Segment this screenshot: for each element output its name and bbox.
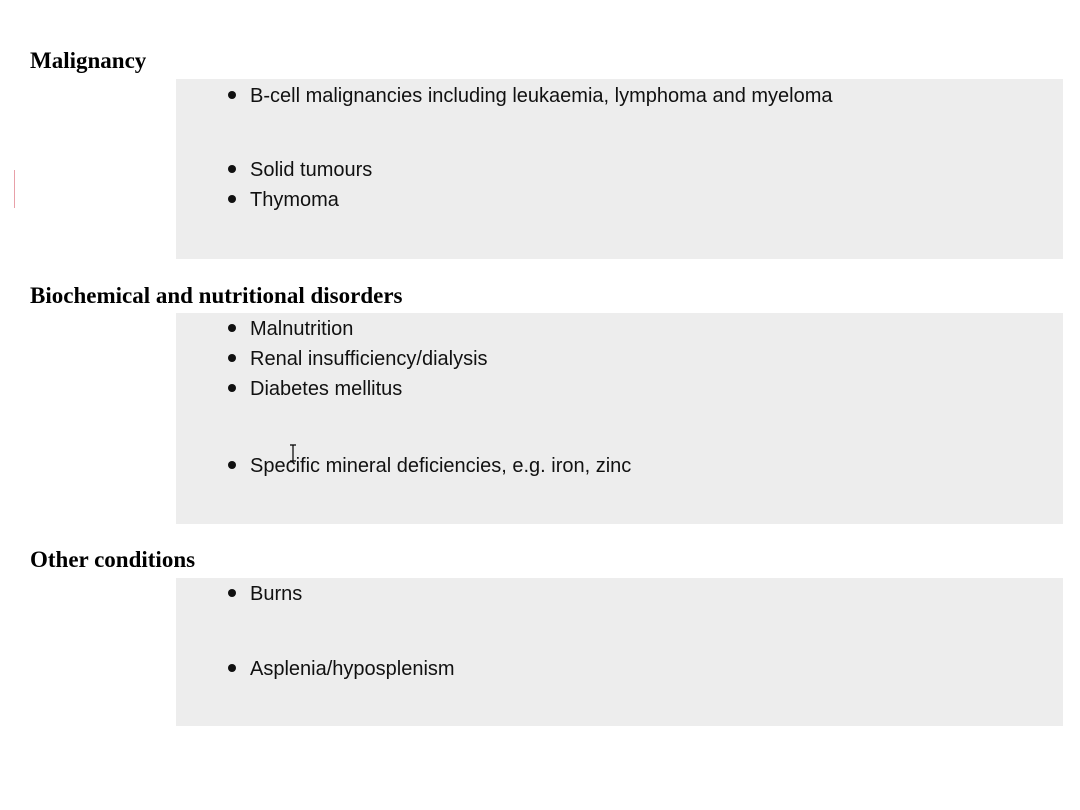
list-item-text: Asplenia/hyposplenism [250, 658, 455, 680]
bullet-icon [228, 91, 236, 99]
bullet-icon [228, 461, 236, 469]
bullet-icon [228, 354, 236, 362]
list-item [228, 377, 402, 401]
section-panel-biochemical [176, 313, 1063, 524]
bullet-icon [228, 589, 236, 597]
list-item [228, 84, 833, 108]
bullet-icon [228, 165, 236, 173]
list-item [228, 347, 488, 371]
bullet-icon [228, 324, 236, 332]
list-item [228, 657, 455, 681]
section-panel-other [176, 578, 1063, 726]
list-item [228, 582, 302, 606]
list-item-text: Specific mineral deficiencies, e.g. iron, zinc [250, 455, 632, 477]
list-item [228, 158, 372, 182]
bullet-icon [228, 384, 236, 392]
section-heading-other: Other conditions [30, 547, 196, 572]
section-heading-biochemical: Biochemical and nutritional disorders [30, 283, 403, 308]
section-heading-malignancy: Malignancy [30, 48, 147, 73]
list-item-text: B-cell malignancies including leukaemia, lymphoma and myeloma [250, 85, 833, 107]
list-item [228, 317, 353, 341]
list-item-text: Renal insufficiency/dialysis [250, 348, 488, 370]
list-item-text: Thymoma [250, 189, 339, 211]
text-cursor-icon [288, 444, 298, 462]
section-panel-malignancy [176, 79, 1063, 259]
list-item [228, 188, 339, 212]
list-item-text: Diabetes mellitus [250, 378, 403, 400]
bullet-icon [228, 664, 236, 672]
bullet-icon [228, 195, 236, 203]
edge-mark [14, 170, 15, 208]
list-item-text: Solid tumours [250, 159, 373, 181]
list-item-text: Malnutrition [250, 318, 354, 340]
list-item-text: Burns [250, 583, 303, 605]
